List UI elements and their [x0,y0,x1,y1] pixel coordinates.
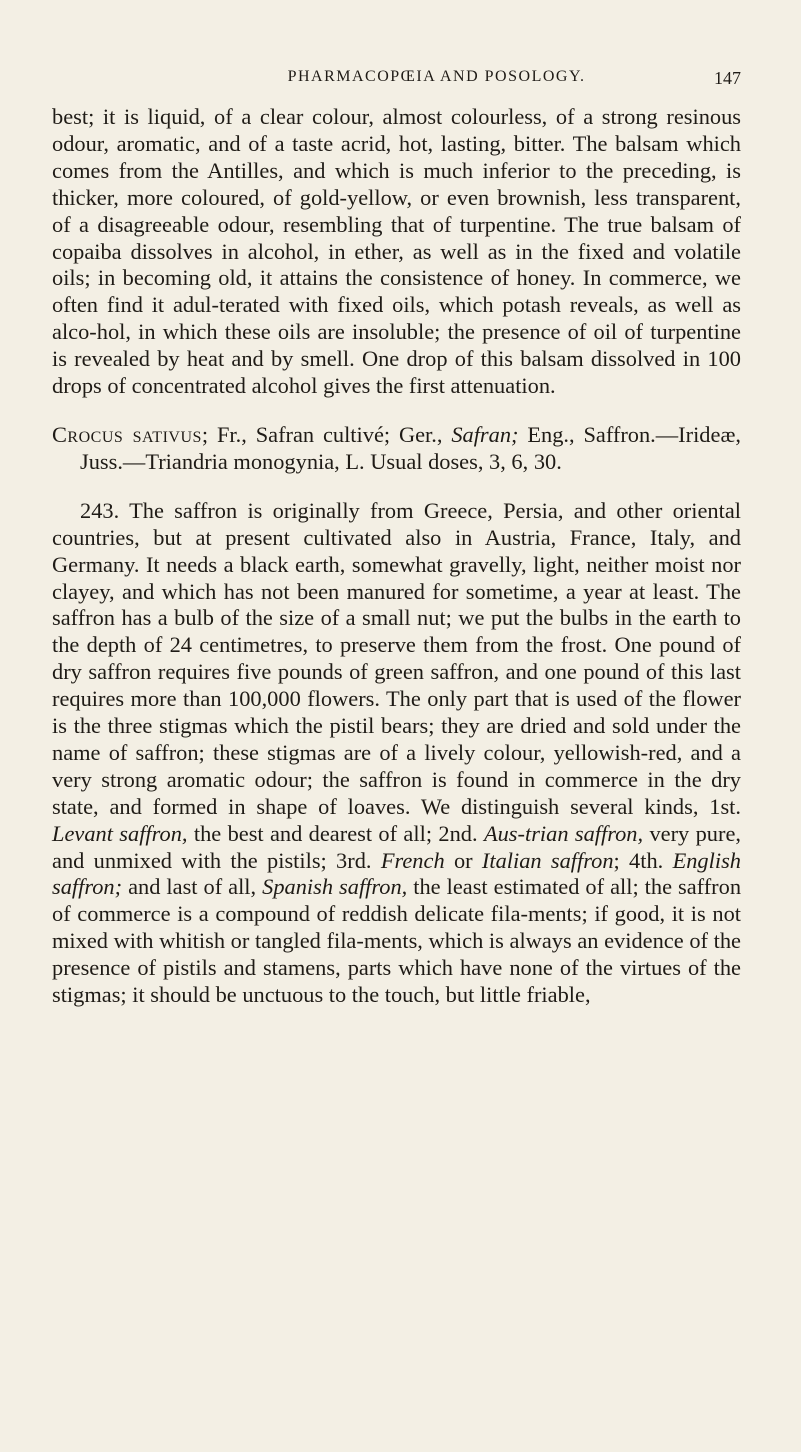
text-run: very pure, and unmixed with the pistils; 3rd. [52,820,741,873]
text-run: or [444,847,482,873]
spanish-saffron: Spanish saffron, [262,874,408,900]
ger-name: Safran; [451,421,519,447]
latin-name: Crocus sativus [52,421,202,447]
fr-name: Safran cultivé [255,421,384,447]
ger-label: ; Ger., [383,421,452,447]
text-run: 243. The saffron is originally from Greece, Persia, and other oriental countries, but at present cultivated also in Austria, France, Italy, and Germany. It needs a black earth, somewhat gravelly, light, neither moist nor clayey, and which has not been manured for sometime, a year at least. The saffron has a bulb of the size of a small nut; we put the bulbs in the earth to the depth of 24 centimetres, to preserve them from the frost. One pound of dry saffron requires five pounds of green saffron, and one pound of this last requires more than 100,000 flowers. The only part that is used of the flower is the three stigmas which the pistil bears; they are dried and sold under the name of saffron; these stigmas are of a lively colour, yellowish-red, and a very strong aromatic odour; the saffron is found in commerce in the dry state, and formed in shape of loaves. We distinguish several kinds, 1st. [52,497,741,819]
running-title: PHARMACOPŒIA AND POSOLOGY. [287,68,586,85]
text-run: the best and dearest of all; 2nd. [187,820,484,846]
drug-entry-heading [52,422,741,476]
text-run: ; 4th. [613,847,673,873]
french-saffron: French [380,847,445,873]
entry-details: Saffron.—Irideæ, Juss.—Triandria monogynia, L. Usual doses, 3, 6, 30. [80,421,741,474]
text-run: and last of all, [122,874,263,900]
eng-label: Eng., [518,421,584,447]
page-number: 147 [714,68,741,88]
text-run: the least estimated of all; the saffron of commerce is a compound of reddish delicate fila-ments; if good, it is not mixed with whitish or tangled fila-ments, which is always an evidence of the presence of pistils and stamens, parts which have none of the virtues of the stigmas; it should be unctuous to the touch, but little friable, [52,874,742,1008]
fr-label: ; Fr., [201,421,256,447]
section-243-paragraph [52,498,741,1009]
levant-saffron: Levant saffron, [52,820,188,846]
continuation-paragraph: best; it is liquid, of a clear colour, almost colourless, of a strong resinous odour, aromatic, and of a taste acrid, hot, lasting, bitter. The balsam which comes from the Antilles, and which is much inferior to the preceding, is thicker, more coloured, of gold-yellow, or even brownish, less transparent, of a disagreeable odour, resembling that of turpentine. The true balsam of copaiba dissolves in alcohol, in ether, as well as in the fixed and volatile oils; in becoming old, it attains the consistence of honey. In commerce, we often find it adul-terated with fixed oils, which potash reveals, as well as alco-hol, in which these oils are insoluble; the presence of oil of turpentine is revealed by heat and by smell. One drop of this balsam dissolved in 100 drops of concentrated alcohol gives the first attenuation. [52,104,741,399]
austrian-saffron: Aus-trian saffron, [483,820,644,846]
english-saffron: English saffron; [52,847,741,900]
italian-saffron: Italian saffron [481,847,614,873]
running-head [52,68,741,98]
